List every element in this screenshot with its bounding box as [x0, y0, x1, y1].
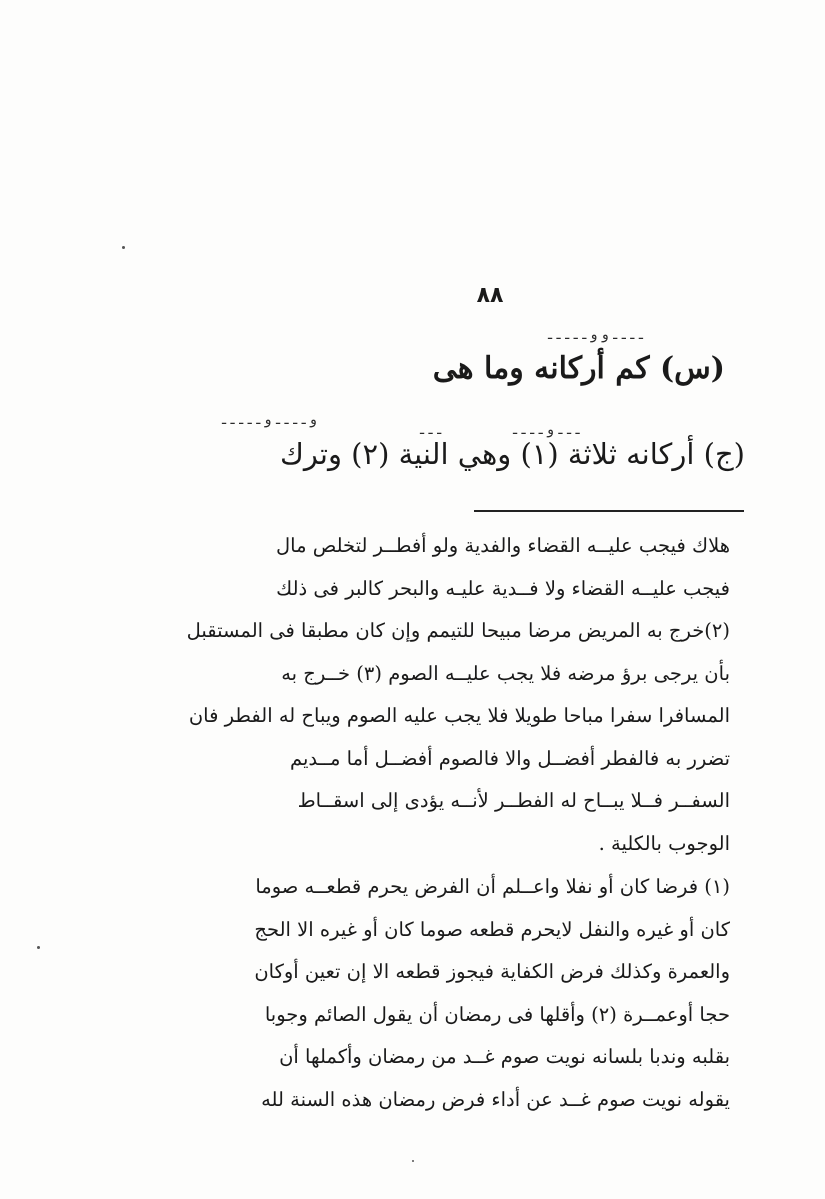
- scan-speck: [37, 946, 40, 949]
- question-line: (س) كم أركانه وما هى: [432, 351, 725, 386]
- footnote-line: المسافرا سفرا مباحا طويلا فلا يجب عليه الصوم ويباح له الفطر فان: [188, 704, 730, 727]
- footnote-line: بأن يرجى برؤ مرضه فلا يجب عليــه الصوم (٣) خــرج به: [281, 661, 730, 685]
- footnote-line: السفــر فــلا يبــاح له الفطــر لأنــه يؤدى إلى اسقــاط: [297, 789, 730, 812]
- answer-vowel-marks-mid: ـ ـ ـ: [420, 422, 442, 438]
- footnote-separator-rule: [474, 510, 744, 512]
- answer-line: (ج) أركانه ثلاثة (١) وهي النية (٢) وترك: [279, 437, 745, 471]
- footnote-line: حجا أوعمــرة (٢) وأقلها فى رمضان أن يقول الصائم وجوبا: [264, 1002, 730, 1026]
- footnote-line: الوجوب بالكلية .: [598, 831, 730, 855]
- footnotes-continued: [185, 525, 730, 865]
- footnotes: [185, 866, 730, 1121]
- footnote-line: (١) فرضا كان أو نفلا واعــلم أن الفرض يحرم قطعــه صوما: [255, 875, 730, 898]
- footnote-line: (٢)خرج به المريض مرضا مبيحا للتيمم وإن كان مطبقا فى المستقبل: [186, 619, 730, 642]
- scan-speck: [412, 1160, 414, 1162]
- footnote-line: كان أو غيره والنفل لايحرم قطعه صوما كان أو غيره الا الحج: [254, 917, 730, 941]
- footnote-line: بقلبه وندبا بلسانه نويت صوم غــد من رمضان وأكملها أن: [279, 1045, 730, 1068]
- question-vowel-marks: ـ ـ ـ ـ و و ـ ـ ـ ـ ـ: [548, 327, 643, 343]
- footnote-line: والعمرة وكذلك فرض الكفاية فيجوز قطعه الا إن تعين أوكان: [254, 960, 730, 983]
- footnote-line: تضرر به فالفطر أفضــل والا فالصوم أفضــل أما مــديم: [289, 746, 730, 770]
- page-number: ٨٨: [476, 283, 504, 308]
- footnote-line: فيجب عليــه القضاء ولا فــدية عليـه والبحر كالبر فى ذلك: [276, 576, 730, 600]
- answer-vowel-marks-right: ـ ـ ـ و ـ ـ ـ ـ: [513, 422, 580, 438]
- footnote-line: يقوله نويت صوم غــد عن أداء فرض رمضان هذه السنة لله: [261, 1087, 730, 1111]
- footnote-line: هلاك فيجب عليــه القضاء والفدية ولو أفطــر لتخلص مال: [275, 534, 730, 557]
- answer-vowel-marks-left: و ـ ـ ـ ـ و ـ ـ ـ ـ ـ: [222, 412, 317, 428]
- scan-speck: [122, 246, 125, 249]
